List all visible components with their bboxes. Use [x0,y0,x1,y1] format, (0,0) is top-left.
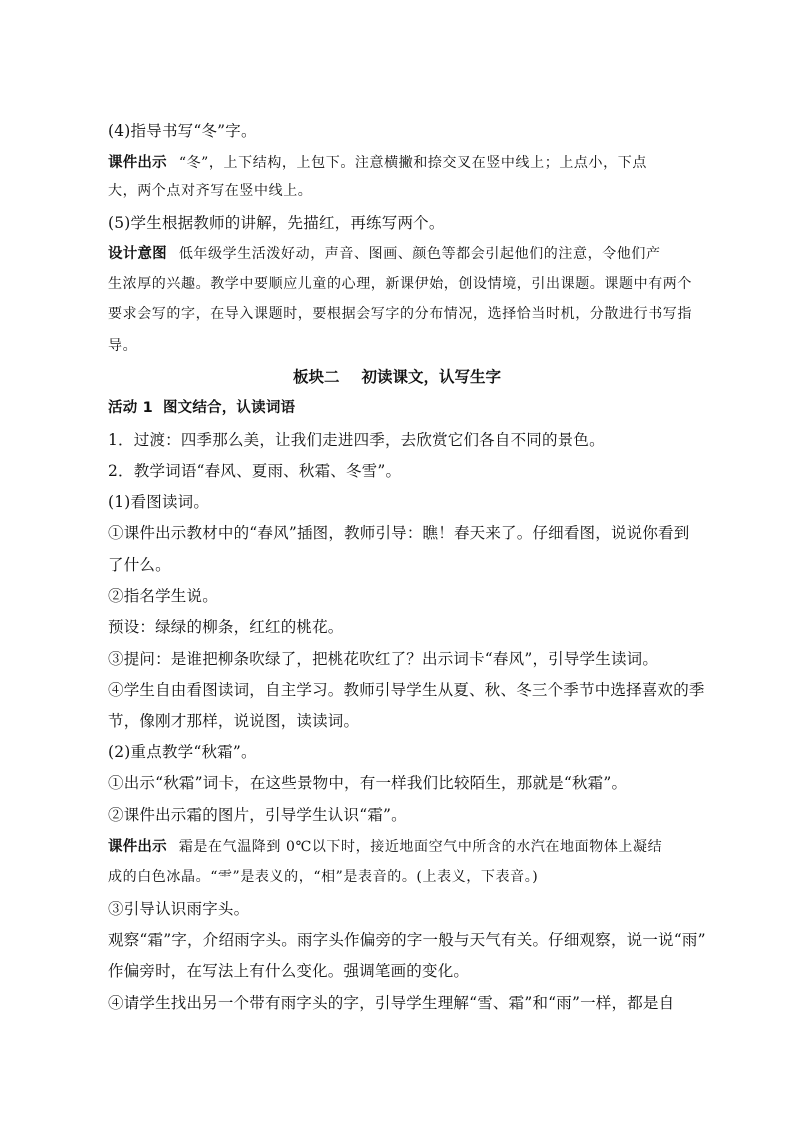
design-intent-text: 低年级学生活泼好动，声音、图画、颜色等都会引起他们的注意，令他们产 [178,246,661,262]
paragraph-line: 2．教学词语“春风、夏雨、秋霜、冬雪”。 [108,462,402,480]
paragraph-line: 预设：绿绿的柳条，红红的桃花。 [108,618,344,636]
paragraph-line: ①课件出示教材中的“春风”插图，教师引导：瞧！春天来了。仔细看图，说说你看到 [108,524,690,542]
activity-title: 图文结合，认读词语 [162,400,296,416]
paragraph-line: 成的白色冰晶。“⻗”是表义的，“相”是表音的。(上表义，下表音。) [108,869,539,885]
section-title: 初读课文，认写生字 [361,368,502,386]
courseware-label: 课件出示 [108,839,167,855]
courseware-text: 霜是在气温降到 0℃以下时，接近地面空气中所含的水汽在地面物体上凝结 [178,839,663,855]
paragraph-line: 1．过渡：四季那么美，让我们走进四季，去欣赏它们各自不同的景色。 [108,431,605,449]
paragraph-line: 大，两个点对齐写在竖中线上。 [108,183,313,199]
paragraph-line: 生浓厚的兴趣。教学中要顺应儿童的心理，新课伊始，创设情境，引出课题。课题中有两个 [108,276,692,292]
paragraph-line: 节，像刚才那样，说说图，读读词。 [108,712,360,730]
section-number: 板块二 [292,368,340,386]
section-heading [0,367,794,387]
paragraph-line: ④学生自由看图读词，自主学习。教师引导学生从夏、秋、冬三个季节中选择喜欢的季 [108,681,705,699]
paragraph-line: ③提问：是谁把柳条吹绿了，把桃花吹红了？出示词卡“春风”，引导学生读词。 [108,650,659,668]
paragraph-line: 观察“霜”字，介绍雨字头。雨字头作偏旁的字一般与天气有关。仔细观察，说一说“雨” [108,931,706,949]
paragraph-line: ③引导认识雨字头。 [108,900,250,918]
courseware-display-line [108,836,718,857]
courseware-label: 课件出示 [108,155,167,171]
design-intent-line [108,243,718,264]
paragraph-line: 导。 [108,338,138,354]
paragraph-line: ②指名学生说。 [108,587,218,605]
paragraph-line: 作偏旁时，在写法上有什么变化。强调笔画的变化。 [108,962,470,980]
paragraph-line: (5)学生根据教师的讲解，先描红，再练写两个。 [108,214,445,232]
paragraph-line: ②课件出示霜的图片，引导学生认识“霜”。 [108,806,407,824]
paragraph-line: (1)看图读词。 [108,493,210,511]
paragraph-line: 要求会写的字，在导入课题时，要根据会写字的分布情况，选择恰当时机，分散进行书写指 [108,306,692,322]
paragraph-line: (2)重点教学“秋霜”。 [108,743,257,761]
courseware-display-line [108,152,718,173]
activity-heading [108,398,718,418]
courseware-text: “冬”，上下结构，上包下。注意横撇和捺交叉在竖中线上；上点小，下点 [178,155,647,171]
design-intent-label: 设计意图 [108,246,167,262]
activity-number: 活动 1 [108,400,153,416]
paragraph-line: ④请学生找出另一个带有雨字头的字，引导学生理解“雪、霜”和“雨”一样，都是自 [108,994,675,1012]
paragraph-line: 了什么。 [108,556,171,574]
paragraph-line: ①出示“秋霜”词卡，在这些景物中，有一样我们比较陌生，那就是“秋霜”。 [108,774,628,792]
paragraph-line: (4)指导书写“冬”字。 [108,122,257,140]
